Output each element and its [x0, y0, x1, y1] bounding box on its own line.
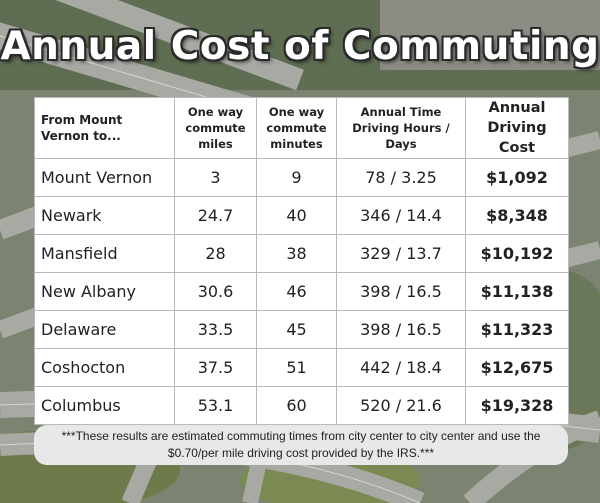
cell-minutes: 38 — [257, 235, 337, 273]
cell-cost: $12,675 — [466, 349, 569, 387]
cell-city: Delaware — [35, 311, 175, 349]
cell-minutes: 60 — [257, 387, 337, 425]
cell-minutes: 9 — [257, 159, 337, 197]
cell-time: 398 / 16.5 — [337, 273, 466, 311]
table-row — [35, 387, 569, 425]
cell-cost: $19,328 — [466, 387, 569, 425]
cell-miles: 33.5 — [175, 311, 257, 349]
table-header-row — [35, 98, 569, 159]
cell-time: 346 / 14.4 — [337, 197, 466, 235]
cell-time: 398 / 16.5 — [337, 311, 466, 349]
table-row — [35, 349, 569, 387]
table-row — [35, 197, 569, 235]
cell-miles: 53.1 — [175, 387, 257, 425]
footnote: ***These results are estimated commuting times from city center to city center and use the $0.70/per mile driving cost provided by the IRS.*** — [34, 425, 568, 465]
header-annual-time: Annual Time Driving Hours / Days — [337, 98, 466, 159]
header-miles: One way commute miles — [175, 98, 257, 159]
cell-city: New Albany — [35, 273, 175, 311]
table-row — [35, 273, 569, 311]
cell-city: Coshocton — [35, 349, 175, 387]
cell-time: 329 / 13.7 — [337, 235, 466, 273]
header-destination: From Mount Vernon to... — [35, 98, 175, 159]
cell-cost: $8,348 — [466, 197, 569, 235]
cell-time: 520 / 21.6 — [337, 387, 466, 425]
header-minutes: One way commute minutes — [257, 98, 337, 159]
cell-cost: $10,192 — [466, 235, 569, 273]
table-row — [35, 159, 569, 197]
page-title: Annual Cost of Commuting — [0, 24, 600, 69]
cell-city: Mansfield — [35, 235, 175, 273]
cell-minutes: 51 — [257, 349, 337, 387]
cell-city: Columbus — [35, 387, 175, 425]
cell-cost: $11,323 — [466, 311, 569, 349]
cell-minutes: 40 — [257, 197, 337, 235]
cell-minutes: 45 — [257, 311, 337, 349]
cell-cost: $11,138 — [466, 273, 569, 311]
cell-time: 78 / 3.25 — [337, 159, 466, 197]
cell-cost: $1,092 — [466, 159, 569, 197]
cell-miles: 37.5 — [175, 349, 257, 387]
cell-minutes: 46 — [257, 273, 337, 311]
table-row — [35, 311, 569, 349]
cell-city: Newark — [35, 197, 175, 235]
table-row — [35, 235, 569, 273]
cell-city: Mount Vernon — [35, 159, 175, 197]
cell-miles: 30.6 — [175, 273, 257, 311]
cell-time: 442 / 18.4 — [337, 349, 466, 387]
cell-miles: 3 — [175, 159, 257, 197]
cell-miles: 24.7 — [175, 197, 257, 235]
commute-cost-table — [34, 97, 569, 425]
header-annual-cost: Annual Driving Cost — [466, 98, 569, 159]
cell-miles: 28 — [175, 235, 257, 273]
